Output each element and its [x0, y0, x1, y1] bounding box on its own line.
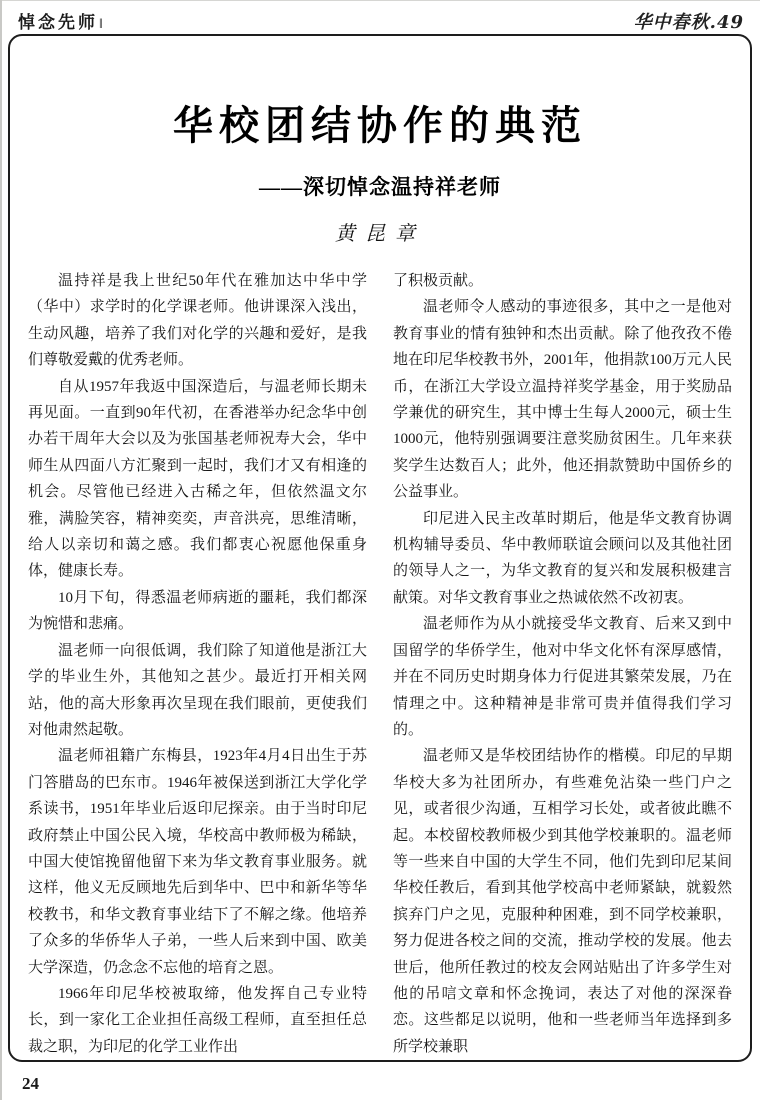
page-number: 24: [22, 1074, 39, 1093]
page-footer: [22, 1074, 39, 1094]
column-section-title-text: 悼念先师: [18, 13, 98, 32]
paragraph: 温老师又是华校团结协作的楷模。印尼的早期华校大多为社团所办，有些难免沾染一些门户之见，或者很少沟通，互相学习长处，或者彼此瞧不起。本校留校教师极少到其他学校兼职的。温老师等一些来自中国的大学生不同，他们先到印尼某间华校任教后，看到其他学校高中老师紧缺，就毅然摈弃门户之见，克服种种困难，到不同学校兼职，努力促进各校之间的交流，推动学校的发展。他去世后，他所任教过的校友会网站贴出了许多学生对他的吊唁文章和怀念挽词，表达了对他的深深眷恋。这些都足以说明，他和一些老师当年选择到多所学校兼职: [393, 748, 732, 1055]
publication-title: [634, 8, 744, 34]
paragraph: 温持祥是我上世纪50年代在雅加达中华中学（华中）求学时的化学课老师。他讲课深入浅出，生动风趣，培养了我们对化学的兴趣和爱好，是我们尊敬爱戴的优秀老师。: [28, 273, 367, 369]
paragraph: 1966年印尼华校被取缔，他发挥自己专业特长，到一家化工企业担任高级工程师，直至担任总裁之职，为印尼的化学工业作出: [28, 985, 367, 1055]
page-header: [18, 8, 744, 34]
column-title-marks: ‖: [99, 17, 103, 32]
article-title: 华校团结协作的典范: [173, 103, 587, 148]
left-column: [28, 268, 367, 1060]
article-author: 黄昆章: [335, 223, 425, 245]
article-columns: [28, 268, 732, 1060]
content-frame: [8, 34, 752, 1062]
paragraph: 印尼进入民主改革时期后，他是华文教育协调机构辅导委员、华中教师联谊会顾问以及其他社团的领导人之一，为华文教育的复兴和发展积极建言献策。对华文教育事业之热诚依然不改初衷。: [393, 510, 732, 606]
right-column: [393, 268, 732, 1060]
publication-title-text: 华中春秋.49: [633, 12, 744, 33]
paragraph: 10月下旬，得悉温老师病逝的噩耗，我们都深为惋惜和悲痛。: [28, 589, 367, 633]
paragraph: 自从1957年我返中国深造后，与温老师长期未再见面。一直到90年代初，在香港举办纪念华中创办若干周年大会以及为张国基老师祝寿大会，华中师生从四面八方汇聚到一起时，我们才又有相逢的机会。尽管他已经进入古稀之年，但依然温文尔雅，满脸笑容，精神奕奕，声音洪亮，思维清晰，给人以亲切和蔼之感。我们都衷心祝愿他保重身体，健康长寿。: [28, 378, 367, 580]
paragraph: 温老师祖籍广东梅县，1923年4月4日出生于苏门答腊岛的巴东市。1946年被保送到浙江大学化学系读书，1951年毕业后返印尼探亲。由于当时印尼政府禁止中国公民入境，华校高中教师极为稀缺，中国大使馆挽留他留下来为华文教育事业服务。就这样，他义无反顾地先后到华中、巴中和新华等华校教书，和华文教育事业结下了不解之缘。他培养了众多的华侨华人子弟，一些人后来到中国、欧美大学深造，仍念念不忘他的培育之恩。: [28, 748, 367, 976]
paragraph: 温老师作为从小就接受华文教育、后来又到中国留学的华侨学生，他对中华文化怀有深厚感情，并在不同历史时期身体力行促进其繁荣发展，乃在情理之中。这种精神是非常可贵并值得我们学习的。: [393, 616, 732, 738]
paragraph-continuation: 了积极贡献。: [393, 273, 484, 289]
column-section-title: [18, 8, 103, 33]
paragraph: 温老师一向很低调，我们除了知道他是浙江大学的毕业生外，其他知之甚少。最近打开相关网站，他的高大形象再次呈现在我们眼前，更使我们对他肃然起敬。: [28, 642, 367, 738]
article-subtitle: ——深切悼念温持祥老师: [259, 175, 501, 199]
paragraph: 温老师令人感动的事迹很多，其中之一是他对教育事业的情有独钟和杰出贡献。除了他孜孜不倦地在印尼华校教书外，2001年，他捐款100万元人民币，在浙江大学设立温持祥奖学基金，用于奖励品学兼优的研究生，其中博士生每人2000元，硕士生1000元，他特别强调要注意奖励贫困生。几年来获奖学生达数百人；此外，他还捐款赞助中国侨乡的公益事业。: [393, 299, 732, 501]
